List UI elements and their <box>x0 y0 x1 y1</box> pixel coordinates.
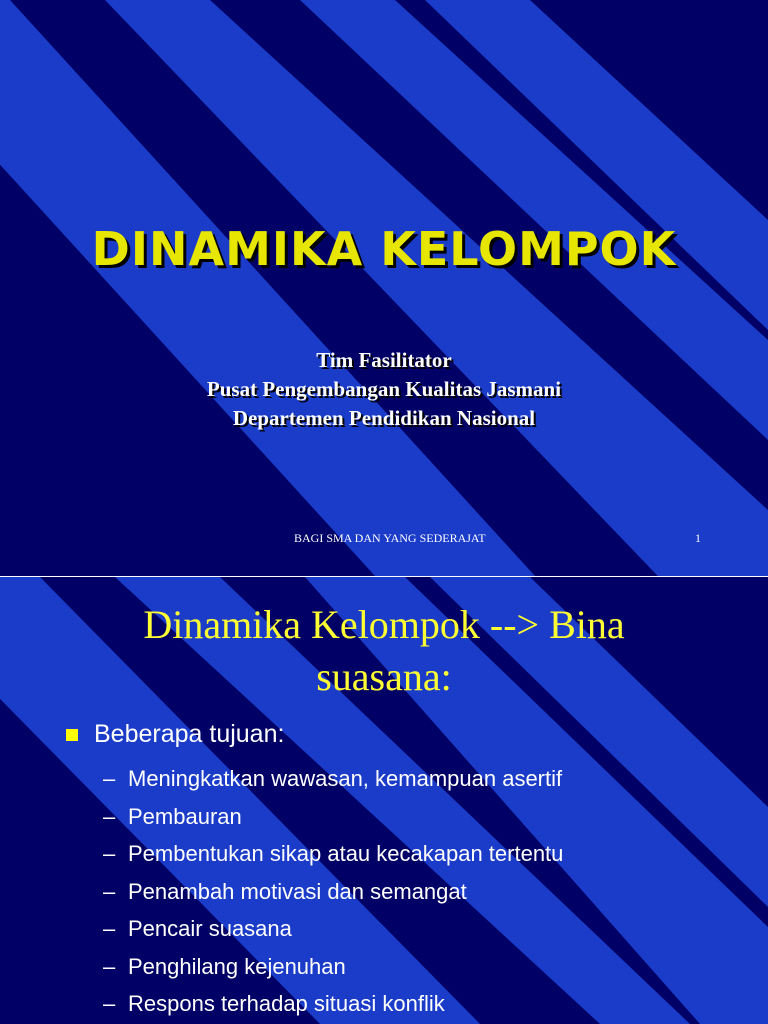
list-item: – Meningkatkan wawasan, kemampuan asertif <box>103 760 563 798</box>
dash-icon: – <box>103 878 116 904</box>
title-line-1: Dinamika Kelompok --> Bina <box>143 602 625 647</box>
subtitle-line-3: Departemen Pendidikan Nasional <box>232 406 536 430</box>
title-line-2: suasana: <box>316 654 452 699</box>
list-item: – Penghilang kejenuhan <box>103 948 563 986</box>
slide-subtitle <box>0 346 768 433</box>
sub-bullet-list <box>103 760 563 1023</box>
list-item: – Respons terhadap situasi konflik <box>103 985 563 1023</box>
main-bullet-text: Beberapa tujuan: <box>94 720 285 748</box>
dash-icon: – <box>103 803 116 829</box>
list-item: – Penambah motivasi dan semangat <box>103 873 563 911</box>
dash-icon: – <box>103 916 116 941</box>
dash-icon: – <box>103 841 116 866</box>
page-number: 1 <box>695 531 701 545</box>
list-item: – Pencair suasana <box>103 910 563 948</box>
slide-footer: BAGI SMA DAN YANG SEDERAJAT <box>294 531 486 545</box>
slide-title <box>60 599 708 703</box>
dash-icon: – <box>103 766 116 791</box>
dash-icon: – <box>103 991 116 1016</box>
list-item: – Pembauran <box>103 798 563 836</box>
list-item: – Pembentukan sikap atau kecakapan tertentu <box>103 835 563 873</box>
dash-icon: – <box>103 953 116 979</box>
slide-title: DINAMIKA KELOMPOK <box>91 222 677 276</box>
main-bullet <box>66 720 284 749</box>
square-bullet-icon <box>66 729 78 741</box>
subtitle-line-2: Pusat Pengembangan Kualitas Jasmani <box>206 377 562 401</box>
subtitle-line-1: Tim Fasilitator <box>316 348 452 372</box>
slide-2 <box>0 577 768 1024</box>
